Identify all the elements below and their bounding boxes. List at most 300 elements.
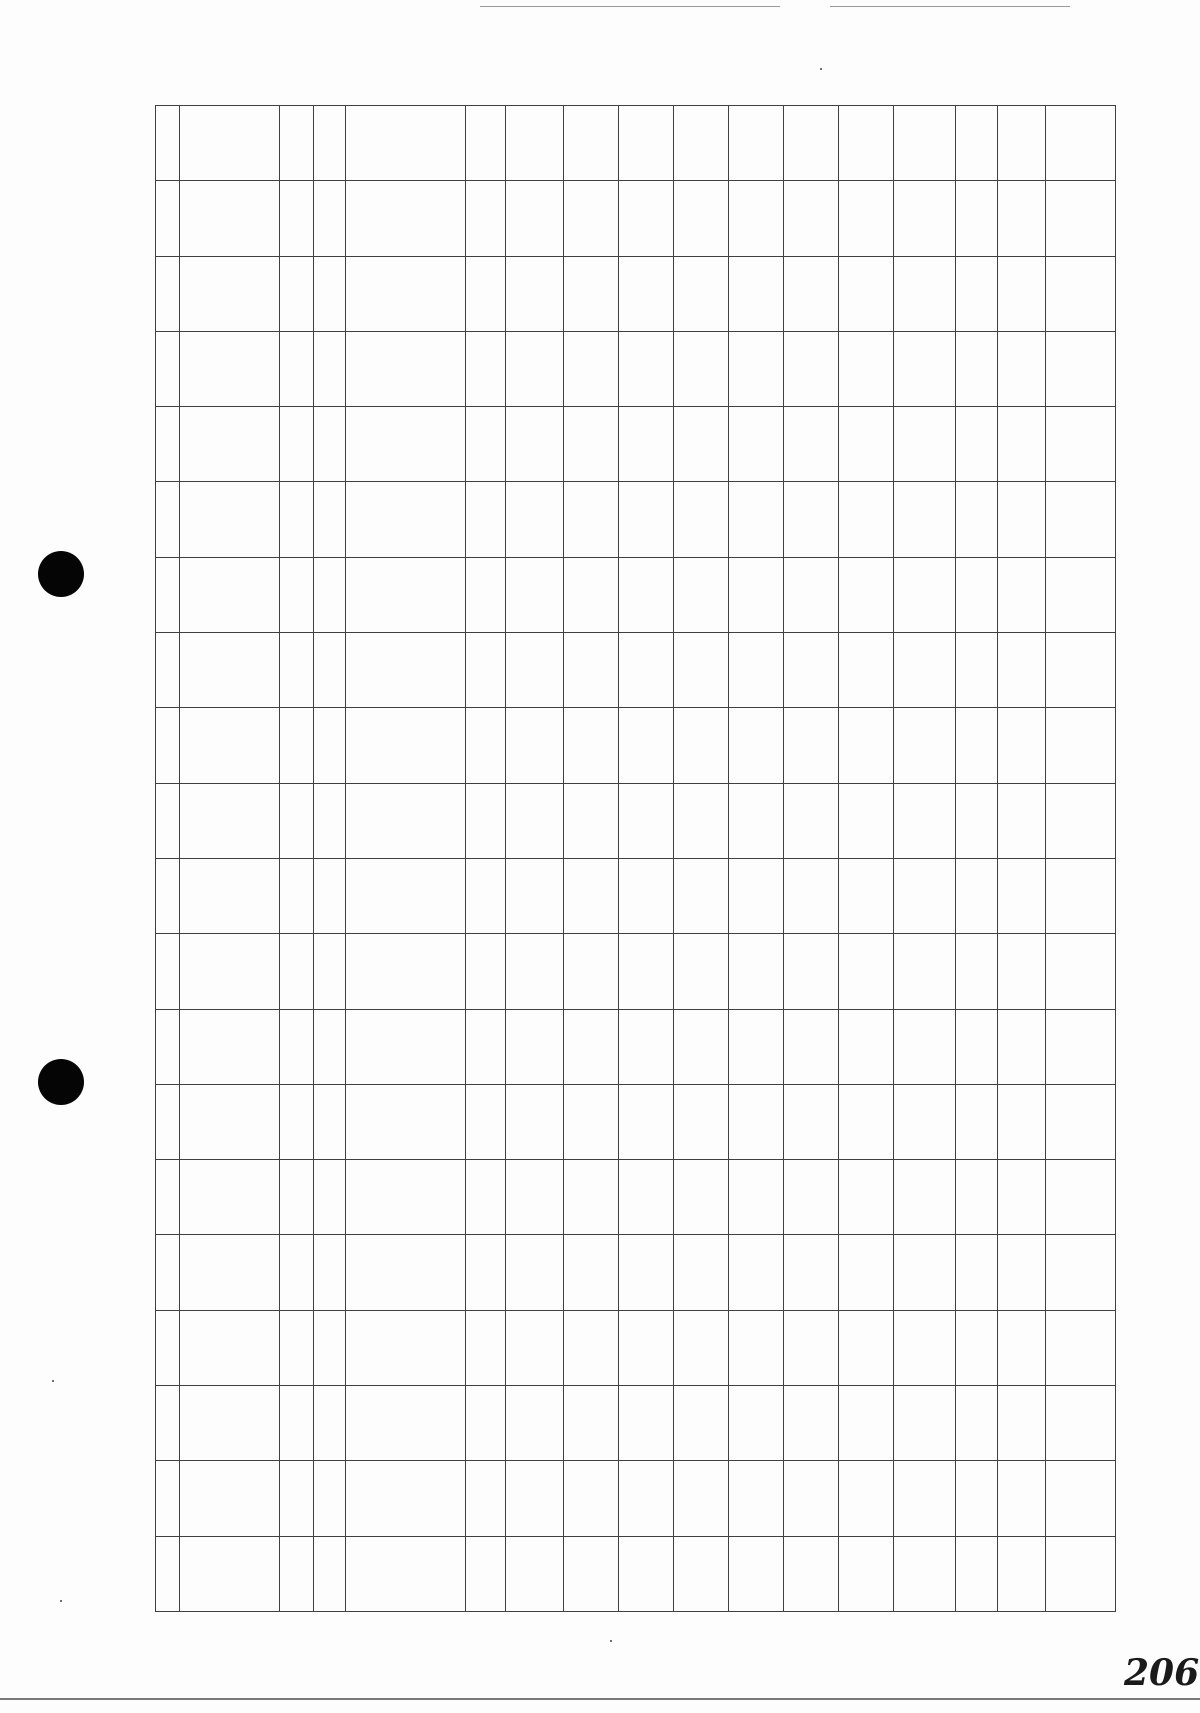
table-cell: [506, 256, 564, 331]
table-cell: [346, 934, 466, 1009]
table-cell: [180, 557, 280, 632]
table-row: [156, 482, 1116, 557]
table-row: [156, 331, 1116, 406]
table-cell: [180, 934, 280, 1009]
table-cell: [619, 858, 674, 933]
table-cell: [998, 1009, 1046, 1084]
table-cell: [346, 1536, 466, 1611]
table-cell: [729, 256, 784, 331]
table-cell: [346, 557, 466, 632]
table-cell: [998, 181, 1046, 256]
table-cell: [1046, 181, 1116, 256]
table-cell: [280, 708, 314, 783]
table-cell: [506, 181, 564, 256]
table-cell: [314, 1536, 346, 1611]
table-cell: [180, 633, 280, 708]
table-cell: [180, 482, 280, 557]
table-cell: [506, 1310, 564, 1385]
table-cell: [839, 1235, 894, 1310]
table-cell: [998, 106, 1046, 181]
table-cell: [506, 1461, 564, 1536]
table-cell: [564, 783, 619, 858]
table-cell: [314, 181, 346, 256]
table-cell: [839, 106, 894, 181]
table-cell: [619, 783, 674, 858]
table-cell: [466, 181, 506, 256]
table-cell: [619, 934, 674, 1009]
table-cell: [729, 1160, 784, 1235]
table-cell: [674, 407, 729, 482]
table-cell: [564, 708, 619, 783]
row-number-cell: [156, 633, 180, 708]
table-cell: [894, 1235, 956, 1310]
row-number-cell: [156, 858, 180, 933]
table-cell: [619, 1084, 674, 1159]
table-row: [156, 708, 1116, 783]
table-cell: [894, 1084, 956, 1159]
table-cell: [839, 1009, 894, 1084]
table-cell: [564, 256, 619, 331]
table-cell: [180, 1536, 280, 1611]
table-cell: [180, 1461, 280, 1536]
table-cell: [784, 783, 839, 858]
table-cell: [839, 1536, 894, 1611]
table-cell: [1046, 1310, 1116, 1385]
row-number-cell: [156, 708, 180, 783]
table-cell: [839, 482, 894, 557]
table-cell: [346, 331, 466, 406]
table-cell: [674, 1461, 729, 1536]
table-cell: [956, 1160, 998, 1235]
table-cell: [998, 407, 1046, 482]
table-cell: [1046, 1235, 1116, 1310]
table-cell: [1046, 633, 1116, 708]
table-cell: [346, 1160, 466, 1235]
table-cell: [956, 1310, 998, 1385]
table-cell: [280, 482, 314, 557]
table-cell: [466, 1160, 506, 1235]
table-cell: [784, 1536, 839, 1611]
table-cell: [466, 1536, 506, 1611]
table-row: [156, 106, 1116, 181]
table-row: [156, 256, 1116, 331]
table-cell: [180, 256, 280, 331]
table-cell: [674, 256, 729, 331]
table-cell: [956, 557, 998, 632]
table-cell: [956, 331, 998, 406]
table-cell: [564, 407, 619, 482]
table-cell: [998, 557, 1046, 632]
table-cell: [956, 106, 998, 181]
bottom-edge-line: [0, 1698, 1200, 1700]
table-cell: [506, 331, 564, 406]
table-cell: [674, 1310, 729, 1385]
table-cell: [998, 1386, 1046, 1461]
table-cell: [346, 181, 466, 256]
table-cell: [998, 1235, 1046, 1310]
table-cell: [729, 557, 784, 632]
row-number-cell: [156, 256, 180, 331]
table-cell: [674, 858, 729, 933]
table-row: [156, 1310, 1116, 1385]
table-cell: [998, 256, 1046, 331]
table-cell: [466, 708, 506, 783]
table-cell: [784, 1386, 839, 1461]
table-cell: [466, 407, 506, 482]
table-cell: [619, 557, 674, 632]
table-cell: [280, 1536, 314, 1611]
table-cell: [619, 181, 674, 256]
table-cell: [894, 557, 956, 632]
table-cell: [314, 1235, 346, 1310]
table-cell: [466, 1009, 506, 1084]
table-cell: [729, 1310, 784, 1385]
table-cell: [506, 934, 564, 1009]
table-cell: [839, 256, 894, 331]
table-cell: [346, 858, 466, 933]
table-cell: [619, 1536, 674, 1611]
table-cell: [998, 1536, 1046, 1611]
table-cell: [674, 106, 729, 181]
table-cell: [1046, 934, 1116, 1009]
page-number: 206: [1124, 1652, 1200, 1694]
table-cell: [894, 783, 956, 858]
table-cell: [564, 106, 619, 181]
table-cell: [564, 1461, 619, 1536]
table-cell: [314, 557, 346, 632]
table-cell: [784, 633, 839, 708]
scan-speck: [52, 1380, 54, 1382]
table-cell: [346, 783, 466, 858]
table-cell: [466, 1461, 506, 1536]
table-cell: [619, 407, 674, 482]
table-cell: [729, 934, 784, 1009]
table-cell: [180, 1009, 280, 1084]
table-cell: [466, 783, 506, 858]
table-cell: [1046, 407, 1116, 482]
table-cell: [314, 1160, 346, 1235]
table-cell: [729, 407, 784, 482]
table-cell: [729, 181, 784, 256]
table-cell: [839, 783, 894, 858]
table-cell: [956, 1084, 998, 1159]
table-cell: [180, 407, 280, 482]
table-cell: [180, 181, 280, 256]
table-cell: [784, 1009, 839, 1084]
table-cell: [998, 858, 1046, 933]
table-cell: [564, 858, 619, 933]
table-cell: [564, 557, 619, 632]
table-row: [156, 557, 1116, 632]
table-cell: [894, 256, 956, 331]
table-cell: [1046, 482, 1116, 557]
table-cell: [1046, 106, 1116, 181]
row-number-cell: [156, 783, 180, 858]
table-cell: [280, 783, 314, 858]
row-number-cell: [156, 1084, 180, 1159]
table-cell: [564, 1009, 619, 1084]
register-table: [155, 105, 1085, 1612]
table-cell: [1046, 331, 1116, 406]
table-cell: [314, 1009, 346, 1084]
table-cell: [506, 407, 564, 482]
table-cell: [839, 858, 894, 933]
table-cell: [839, 1386, 894, 1461]
table-cell: [729, 783, 784, 858]
table-cell: [839, 407, 894, 482]
table-cell: [314, 1386, 346, 1461]
table-cell: [998, 331, 1046, 406]
table-cell: [894, 407, 956, 482]
table-cell: [956, 633, 998, 708]
table-cell: [506, 858, 564, 933]
table-cell: [956, 1461, 998, 1536]
table-cell: [314, 331, 346, 406]
table-cell: [839, 1160, 894, 1235]
table-row: [156, 1536, 1116, 1611]
table-cell: [1046, 1461, 1116, 1536]
table-cell: [314, 1084, 346, 1159]
table-cell: [180, 783, 280, 858]
table-cell: [564, 1160, 619, 1235]
table-cell: [956, 708, 998, 783]
table-cell: [280, 331, 314, 406]
table-cell: [784, 557, 839, 632]
table-cell: [894, 106, 956, 181]
row-number-cell: [156, 934, 180, 1009]
table-cell: [506, 1009, 564, 1084]
table-cell: [839, 708, 894, 783]
table-cell: [466, 1084, 506, 1159]
table-cell: [619, 256, 674, 331]
table-cell: [894, 1386, 956, 1461]
table-cell: [280, 1461, 314, 1536]
top-edge-line: [830, 6, 1070, 7]
table-cell: [998, 633, 1046, 708]
table-cell: [314, 783, 346, 858]
table-cell: [314, 1461, 346, 1536]
table-cell: [998, 1084, 1046, 1159]
table-cell: [346, 1461, 466, 1536]
table-cell: [729, 1009, 784, 1084]
table-cell: [180, 1386, 280, 1461]
table-cell: [729, 106, 784, 181]
table-cell: [180, 708, 280, 783]
table-cell: [180, 858, 280, 933]
table-cell: [1046, 858, 1116, 933]
table-cell: [956, 783, 998, 858]
table-cell: [506, 1235, 564, 1310]
table-cell: [956, 1536, 998, 1611]
scan-speck: [60, 1600, 62, 1602]
table-cell: [346, 106, 466, 181]
table-cell: [180, 1084, 280, 1159]
table-cell: [784, 181, 839, 256]
table-cell: [674, 1009, 729, 1084]
table-cell: [280, 1386, 314, 1461]
table-cell: [506, 1536, 564, 1611]
table-cell: [619, 106, 674, 181]
table-cell: [619, 1386, 674, 1461]
table-cell: [564, 1084, 619, 1159]
table-cell: [564, 633, 619, 708]
table-cell: [564, 181, 619, 256]
table-cell: [784, 708, 839, 783]
table-cell: [894, 331, 956, 406]
table-cell: [180, 1235, 280, 1310]
table-cell: [784, 256, 839, 331]
table-cell: [506, 1084, 564, 1159]
table-cell: [346, 1386, 466, 1461]
table-cell: [998, 783, 1046, 858]
table-cell: [894, 1536, 956, 1611]
table-cell: [280, 633, 314, 708]
table-cell: [466, 633, 506, 708]
table-cell: [674, 708, 729, 783]
table-cell: [346, 1310, 466, 1385]
table-cell: [839, 557, 894, 632]
table-cell: [466, 106, 506, 181]
table-cell: [506, 1386, 564, 1461]
table-cell: [314, 858, 346, 933]
table-cell: [619, 633, 674, 708]
punch-hole: [38, 1059, 84, 1105]
table-cell: [619, 1009, 674, 1084]
table-cell: [956, 256, 998, 331]
table-cell: [956, 858, 998, 933]
table-cell: [729, 482, 784, 557]
table-cell: [998, 708, 1046, 783]
table-cell: [839, 934, 894, 1009]
table-cell: [314, 633, 346, 708]
table-cell: [180, 1160, 280, 1235]
table-cell: [729, 1461, 784, 1536]
table-cell: [784, 482, 839, 557]
table-cell: [674, 181, 729, 256]
table-cell: [564, 1235, 619, 1310]
table-cell: [1046, 708, 1116, 783]
table-cell: [619, 1461, 674, 1536]
scan-speck: [820, 68, 822, 70]
table-cell: [998, 934, 1046, 1009]
table-cell: [466, 331, 506, 406]
table-row: [156, 1160, 1116, 1235]
table-cell: [619, 482, 674, 557]
table-cell: [619, 1310, 674, 1385]
table-cell: [894, 1009, 956, 1084]
table-cell: [506, 557, 564, 632]
table-cell: [280, 858, 314, 933]
table-cell: [314, 934, 346, 1009]
table-cell: [280, 1235, 314, 1310]
row-number-cell: [156, 331, 180, 406]
table-cell: [564, 482, 619, 557]
table-cell: [314, 482, 346, 557]
table-cell: [894, 1461, 956, 1536]
table-cell: [346, 482, 466, 557]
table-cell: [839, 181, 894, 256]
table-cell: [674, 331, 729, 406]
table-cell: [894, 181, 956, 256]
table-cell: [619, 1160, 674, 1235]
table-cell: [729, 1536, 784, 1611]
table-row: [156, 181, 1116, 256]
table-cell: [784, 934, 839, 1009]
row-number-cell: [156, 557, 180, 632]
punch-hole: [38, 551, 84, 597]
table-cell: [466, 557, 506, 632]
table-cell: [784, 407, 839, 482]
table-cell: [564, 331, 619, 406]
table-cell: [280, 256, 314, 331]
row-number-cell: [156, 1461, 180, 1536]
table-cell: [280, 934, 314, 1009]
table-cell: [506, 708, 564, 783]
table-cell: [1046, 1386, 1116, 1461]
table-cell: [674, 482, 729, 557]
table-cell: [729, 331, 784, 406]
row-number-cell: [156, 1536, 180, 1611]
table-row: [156, 934, 1116, 1009]
table-row: [156, 1461, 1116, 1536]
table-cell: [784, 1160, 839, 1235]
table-cell: [346, 407, 466, 482]
register-grid: [155, 105, 1116, 1612]
table-cell: [1046, 783, 1116, 858]
table-cell: [346, 633, 466, 708]
table-cell: [280, 1160, 314, 1235]
table-cell: [180, 331, 280, 406]
row-number-cell: [156, 1009, 180, 1084]
table-row: [156, 858, 1116, 933]
table-cell: [894, 633, 956, 708]
table-cell: [314, 106, 346, 181]
table-cell: [280, 181, 314, 256]
table-row: [156, 1386, 1116, 1461]
table-cell: [839, 1084, 894, 1159]
table-cell: [466, 858, 506, 933]
row-number-cell: [156, 1235, 180, 1310]
table-cell: [894, 1160, 956, 1235]
row-number-cell: [156, 181, 180, 256]
table-cell: [314, 1310, 346, 1385]
table-cell: [784, 1084, 839, 1159]
table-cell: [956, 181, 998, 256]
table-cell: [839, 331, 894, 406]
table-cell: [674, 557, 729, 632]
table-cell: [346, 1009, 466, 1084]
table-cell: [674, 934, 729, 1009]
table-cell: [280, 557, 314, 632]
table-cell: [466, 256, 506, 331]
table-row: [156, 1009, 1116, 1084]
table-cell: [839, 1461, 894, 1536]
table-cell: [506, 106, 564, 181]
table-cell: [564, 1386, 619, 1461]
table-cell: [564, 1310, 619, 1385]
table-cell: [729, 708, 784, 783]
table-row: [156, 1235, 1116, 1310]
table-cell: [729, 1386, 784, 1461]
table-cell: [784, 1235, 839, 1310]
table-cell: [1046, 1160, 1116, 1235]
table-cell: [956, 1386, 998, 1461]
table-cell: [346, 1084, 466, 1159]
table-cell: [839, 1310, 894, 1385]
table-cell: [729, 1235, 784, 1310]
table-cell: [784, 106, 839, 181]
table-cell: [314, 708, 346, 783]
